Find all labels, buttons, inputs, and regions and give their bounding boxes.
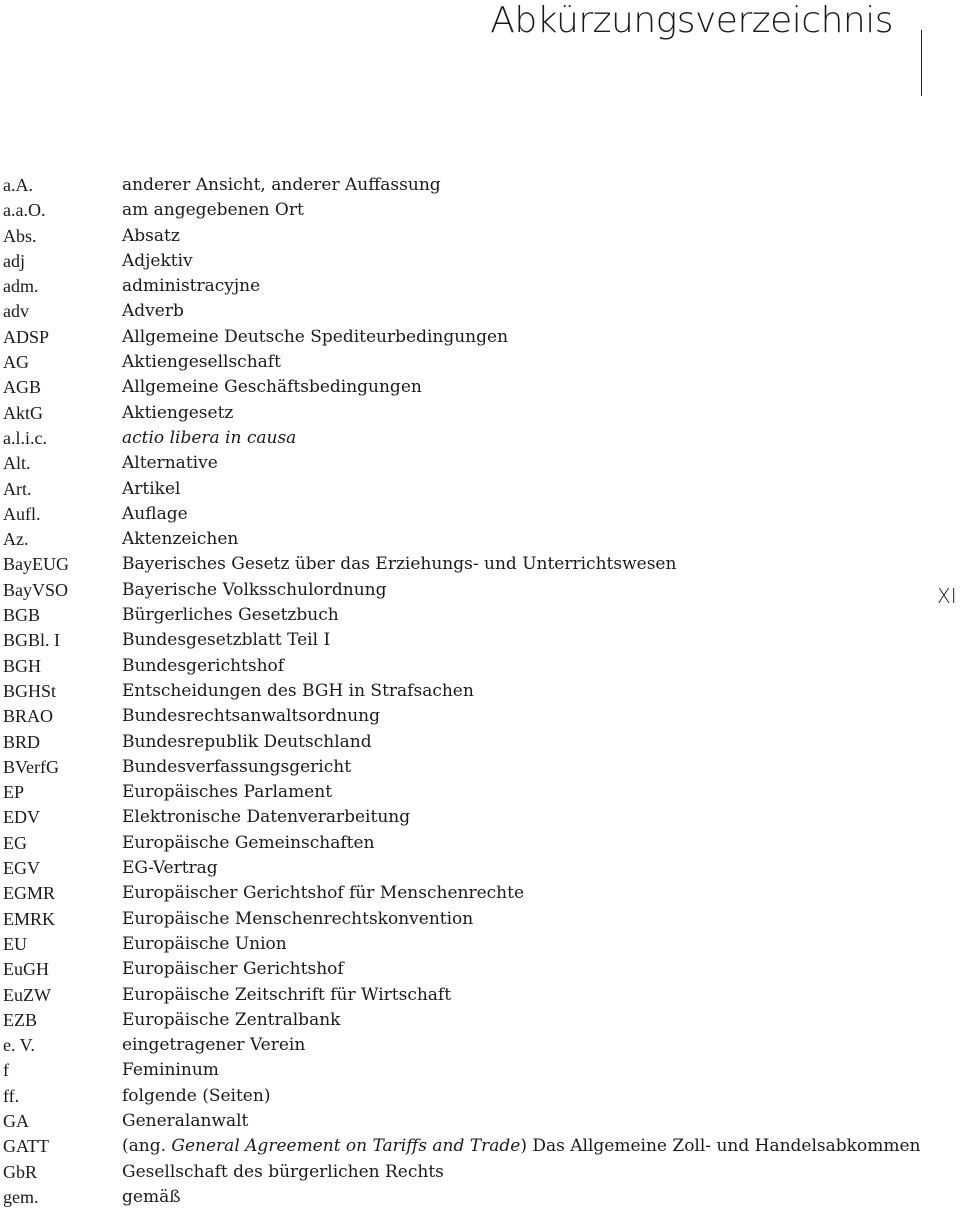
list-item: [3, 856, 903, 881]
abbreviation: Aufl.: [3, 503, 41, 524]
abbreviation: gem.: [3, 1186, 39, 1207]
abbreviation: EZB: [3, 1009, 37, 1030]
abbreviation: BGBl. I: [3, 630, 61, 651]
list-item: [3, 907, 903, 932]
definition: Bayerische Volksschulordnung: [122, 579, 387, 600]
abbreviation: EGV: [3, 858, 40, 879]
abbreviation: Az.: [3, 529, 29, 550]
list-item: [3, 755, 903, 780]
abbreviation: AGB: [3, 377, 42, 398]
list-item: [3, 477, 903, 502]
page-title: Abkürzungsverzeichnis: [490, 0, 893, 41]
list-item: [3, 603, 903, 628]
list-item: [3, 198, 903, 223]
definition: Bundesrepublik Deutschland: [122, 731, 372, 752]
list-item: [3, 654, 903, 679]
list-item: [3, 451, 903, 476]
list-item: [3, 1185, 903, 1210]
list-item: [3, 224, 903, 249]
definition: Adverb: [122, 301, 184, 322]
list-item: [3, 426, 903, 451]
definition: Bürgerliches Gesetzbuch: [122, 605, 339, 626]
definition: Artikel: [122, 478, 181, 499]
abbreviation: Abs.: [3, 225, 37, 246]
abbreviation: adj: [3, 250, 25, 271]
list-item: [3, 805, 903, 830]
list-item: [3, 1008, 903, 1033]
definition: Europäische Menschenrechtskonvention: [122, 908, 474, 929]
definition: Absatz: [122, 225, 180, 246]
definition: Aktiengesellschaft: [122, 352, 281, 373]
abbreviation: EMRK: [3, 908, 56, 929]
abbreviation: BRD: [3, 731, 41, 752]
abbreviation: ADSP: [3, 326, 50, 347]
definition: Aktenzeichen: [122, 529, 239, 550]
abbreviation: adv: [3, 301, 29, 322]
abbreviation: ff.: [3, 1085, 20, 1106]
definition: Bundesrechtsanwaltsordnung: [122, 706, 381, 727]
list-item: [3, 780, 903, 805]
list-item: [3, 527, 903, 552]
abbreviation: adm.: [3, 276, 39, 297]
list-item: [3, 957, 903, 982]
abbreviation: BVerfG: [3, 756, 59, 777]
definition: Europäische Gemeinschaften: [122, 832, 375, 853]
abbreviation: BGB: [3, 605, 41, 626]
definition: Europäischer Gerichtshof: [122, 959, 344, 980]
abbreviation: EDV: [3, 807, 40, 828]
list-item: [3, 932, 903, 957]
list-item: [3, 299, 903, 324]
definition: Aktiengesetz: [122, 402, 234, 423]
abbreviation: GATT: [3, 1136, 49, 1157]
abbreviation: f: [3, 1060, 9, 1081]
list-item: [3, 1084, 903, 1109]
abbreviation: AG: [3, 352, 29, 373]
definition-prefix: (ang.: [122, 1136, 172, 1157]
definition: Entscheidungen des BGH in Strafsachen: [122, 680, 474, 701]
definition: Allgemeine Deutsche Spediteurbedingungen: [122, 326, 509, 347]
definition: actio libera in causa: [122, 427, 297, 448]
abbreviation: e. V.: [3, 1035, 35, 1056]
abbreviation: BGH: [3, 655, 42, 676]
list-item: [3, 350, 903, 375]
list-item: [3, 730, 903, 755]
header-divider: [921, 30, 922, 96]
abbreviation: EuZW: [3, 984, 51, 1005]
definition: Auflage: [122, 503, 188, 524]
definition: EG-Vertrag: [122, 858, 218, 879]
abbreviation: GbR: [3, 1161, 38, 1182]
list-item: [3, 831, 903, 856]
definition: Gesellschaft des bürgerlichen Rechts: [122, 1161, 444, 1182]
definition: Europäische Zentralbank: [122, 1009, 341, 1030]
abbreviation: a.l.i.c.: [3, 427, 47, 448]
list-item: [3, 249, 903, 274]
abbreviation: EU: [3, 933, 27, 954]
abbreviation: GA: [3, 1110, 29, 1131]
definition: Bundesgesetzblatt Teil I: [122, 630, 331, 651]
definition: anderer Ansicht, anderer Auffassung: [122, 175, 441, 195]
list-item: [3, 578, 903, 603]
list-item: [3, 881, 903, 906]
list-item: [3, 628, 903, 653]
list-item: [3, 502, 903, 527]
list-item: [3, 1058, 903, 1083]
definition: Europäisches Parlament: [122, 782, 333, 803]
definition: administracyjne: [122, 276, 261, 297]
abbreviation: EG: [3, 832, 27, 853]
list-item: [3, 401, 903, 426]
abbreviation: BayEUG: [3, 554, 69, 575]
list-item: [3, 325, 903, 350]
abbreviation: BayVSO: [3, 579, 69, 600]
definition: gemäß: [122, 1186, 181, 1207]
definition: Allgemeine Geschäftsbedingungen: [122, 377, 422, 398]
definition: Europäischer Gerichtshof für Menschenrechte: [122, 883, 525, 904]
abbreviation: EP: [3, 782, 25, 803]
list-item: [3, 983, 903, 1008]
abbreviation: BGHSt: [3, 680, 57, 701]
abbreviation: Art.: [3, 478, 32, 499]
page-number: XI: [937, 584, 957, 608]
abbreviation: a.a.O.: [3, 200, 46, 221]
definition-suffix: ) Das Allgemeine Zoll- und Handelsabkommen: [520, 1136, 921, 1157]
abbreviation: AktG: [3, 402, 43, 423]
abbreviation: Alt.: [3, 453, 31, 474]
abbreviation: a.A.: [3, 175, 33, 195]
list-item: [3, 1160, 903, 1185]
abbreviation: EGMR: [3, 883, 56, 904]
definition: Europäische Zeitschrift für Wirtschaft: [122, 984, 452, 1005]
list-item: [3, 173, 903, 198]
definition: Bundesverfassungsgericht: [122, 756, 352, 777]
definition: Femininum: [122, 1060, 219, 1081]
definition: Adjektiv: [122, 250, 193, 271]
definition: Generalanwalt: [122, 1110, 249, 1131]
definition: folgende (Seiten): [122, 1085, 271, 1106]
list-item: [3, 552, 903, 577]
list-item: [3, 704, 903, 729]
definition: Bayerisches Gesetz über das Erziehungs- und Unterrichtswesen: [122, 554, 677, 575]
definition: eingetragener Verein: [122, 1035, 306, 1056]
list-item: [3, 1109, 903, 1134]
list-item: [3, 1033, 903, 1058]
definition: [122, 1134, 920, 1159]
definition: Elektronische Datenverarbeitung: [122, 807, 411, 828]
definition-italic: General Agreement on Tariffs and Trade: [171, 1136, 521, 1157]
list-item: [3, 1134, 921, 1159]
definition: am angegebenen Ort: [122, 200, 304, 221]
abbreviation-list: [3, 173, 921, 1210]
list-item: [3, 274, 903, 299]
definition: Bundesgerichtshof: [122, 655, 285, 676]
abbreviation: BRAO: [3, 706, 54, 727]
definition: Alternative: [122, 453, 218, 474]
list-item: [3, 375, 903, 400]
list-item: [3, 679, 903, 704]
definition: Europäische Union: [122, 933, 287, 954]
abbreviation: EuGH: [3, 959, 49, 980]
